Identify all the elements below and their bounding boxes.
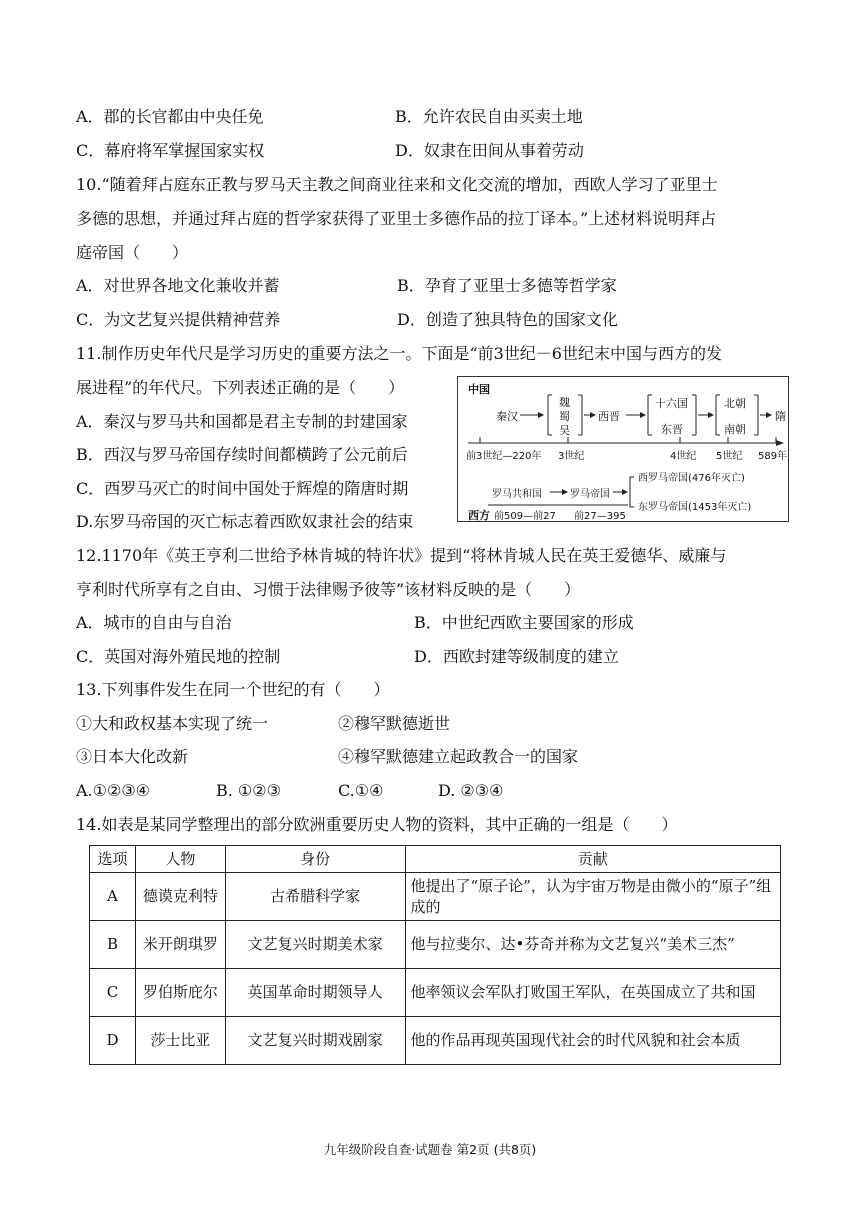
q13-option-b: B. ①②③ xyxy=(216,781,281,800)
table-row xyxy=(90,921,781,969)
q9-option-b: B．允许农民自由买卖土地 xyxy=(395,107,583,126)
q11-stem-line1: 11.制作历史年代尺是学习历史的重要方法之一。下面是“前3世纪－6世纪末中国与西方的发 xyxy=(76,344,722,363)
timeline-xijin: 西晋 xyxy=(598,410,620,423)
table-row xyxy=(90,873,781,921)
timeline-dongjin: 东晋 xyxy=(661,423,683,436)
timeline-qinhan: 秦汉 xyxy=(496,410,518,423)
row-person: 德谟克利特 xyxy=(135,873,225,921)
q13-item-4: ④穆罕默德建立起政教合一的国家 xyxy=(338,747,579,766)
timeline-tick-4: 5世纪 xyxy=(716,451,743,462)
q10-stem-line2: 多德的思想，并通过拜占庭的哲学家获得了亚里士多德作品的拉丁译本。”上述材料说明拜占 xyxy=(76,209,717,228)
row-role: 英国革命时期领导人 xyxy=(225,969,405,1017)
timeline-roman-empire: 罗马帝国 xyxy=(570,489,610,500)
header-person: 人物 xyxy=(135,846,225,873)
timeline-sui: 隋 xyxy=(775,410,786,423)
q13-option-d: D. ②③④ xyxy=(438,781,504,800)
q13-option-a: A.①②③④ xyxy=(76,781,151,800)
row-option: C xyxy=(90,969,136,1017)
page-footer: 九年级阶段自查·试题卷 第2页 (共8页) xyxy=(323,1142,537,1157)
q11-option-b: B．西汉与罗马帝国存续时间都横跨了公元前后 xyxy=(76,445,408,464)
table-header-row xyxy=(90,846,781,873)
timeline-west-date-1: 前509—前27 xyxy=(494,511,556,522)
row-person: 莎士比亚 xyxy=(135,1017,225,1065)
row-person: 米开朗琪罗 xyxy=(135,921,225,969)
q12-option-d: D．西欧封建等级制度的建立 xyxy=(414,647,619,666)
row-person: 罗伯斯庇尔 xyxy=(135,969,225,1017)
timeline-roman-republic: 罗马共和国 xyxy=(492,489,542,500)
q13-option-c: C.①④ xyxy=(338,781,384,800)
q13-item-3: ③日本大化改新 xyxy=(76,747,189,766)
q12-stem-line1: 12.1170年《英王亨利二世给予林肯城的特许状》提到“将林肯城人民在英王爱德华、威廉与 xyxy=(76,546,727,565)
q10-stem-line1: 10.“随着拜占庭东正教与罗马天主教之间商业往来和文化交流的增加，西欧人学习了亚里士 xyxy=(76,175,718,194)
q13-item-2: ②穆罕默德逝世 xyxy=(338,714,451,733)
q9-option-d: D．奴隶在田间从事着劳动 xyxy=(395,141,584,160)
q11-option-d: D.东罗马帝国的灭亡标志着西欧奴隶社会的结束 xyxy=(76,512,414,531)
q9-option-a: A．郡的长官都由中央任免 xyxy=(76,107,264,126)
timeline-tick-3: 4世纪 xyxy=(670,451,697,462)
header-option: 选项 xyxy=(90,846,136,873)
q10-option-b: B．孕育了亚里士多德等哲学家 xyxy=(397,276,617,295)
row-option: B xyxy=(90,921,136,969)
q14-table xyxy=(89,845,781,1065)
timeline-tick-2: 3世纪 xyxy=(558,451,585,462)
table-row xyxy=(90,1017,781,1065)
q10-option-d: D．创造了独具特色的国家文化 xyxy=(397,310,618,329)
row-option: D xyxy=(90,1017,136,1065)
timeline-wu: 吴 xyxy=(559,424,570,437)
header-role: 身份 xyxy=(225,846,405,873)
timeline-nanchao: 南朝 xyxy=(724,423,746,436)
timeline-wei: 魏 xyxy=(559,396,570,409)
q10-stem-line3: 庭帝国（ ） xyxy=(76,243,189,262)
q10-option-a: A．对世界各地文化兼收并蓄 xyxy=(76,276,280,295)
timeline-diagram xyxy=(457,376,789,522)
q12-stem-line2: 亨利时代所享有之自由、习惯于法律赐予彼等”该材料反映的是（ ） xyxy=(76,580,581,599)
timeline-eastern-roman: 东罗马帝国(1453年灭亡) xyxy=(638,502,752,513)
header-contribution: 贡献 xyxy=(405,846,780,873)
q13-item-1: ①大和政权基本实现了统一 xyxy=(76,714,269,733)
timeline-china-label: 中国 xyxy=(468,383,490,396)
q10-option-c: C．为文艺复兴提供精神营养 xyxy=(76,310,281,329)
q11-option-a: A．秦汉与罗马共和国都是君主专制的封建国家 xyxy=(76,412,408,431)
row-contribution: 他的作品再现英国现代社会的时代风貌和社会本质 xyxy=(405,1017,780,1065)
timeline-west-label: 西方 xyxy=(468,509,490,522)
table-row xyxy=(90,969,781,1017)
q11-option-c: C．西罗马灭亡的时间中国处于辉煌的隋唐时期 xyxy=(76,479,409,498)
timeline-shu: 蜀 xyxy=(559,410,570,423)
row-option: A xyxy=(90,873,136,921)
timeline-west-date-2: 前27—395 xyxy=(574,511,626,522)
q12-option-c: C．英国对海外殖民地的控制 xyxy=(76,647,281,666)
q12-option-a: A．城市的自由与自治 xyxy=(76,613,232,632)
row-role: 文艺复兴时期戏剧家 xyxy=(225,1017,405,1065)
timeline-tick-5: 589年 xyxy=(758,451,788,462)
q11-stem-line2: 展进程”的年代尺。下列表述正确的是（ ） xyxy=(76,378,405,397)
row-role: 文艺复兴时期美术家 xyxy=(225,921,405,969)
q12-option-b: B．中世纪西欧主要国家的形成 xyxy=(414,613,634,632)
timeline-beichao: 北朝 xyxy=(724,397,746,410)
row-contribution: 他提出了“原子论”，认为宇宙万物是由微小的“原子”组成的 xyxy=(405,873,780,921)
q9-option-c: C．幕府将军掌握国家实权 xyxy=(76,141,265,160)
row-contribution: 他率领议会军队打败国王军队，在英国成立了共和国 xyxy=(405,969,780,1017)
timeline-western-roman: 西罗马帝国(476年灭亡) xyxy=(638,473,745,484)
timeline-tick-1: 前3世纪—220年 xyxy=(466,451,542,462)
row-contribution: 他与拉斐尔、达•芬奇并称为文艺复兴“美术三杰” xyxy=(405,921,780,969)
row-role: 古希腊科学家 xyxy=(225,873,405,921)
q14-stem: 14.如表是某同学整理出的部分欧洲重要历史人物的资料，其中正确的一组是（ ） xyxy=(76,815,678,834)
timeline-shiliuguo: 十六国 xyxy=(655,397,688,410)
q13-stem: 13.下列事件发生在同一个世纪的有（ ） xyxy=(76,680,390,699)
